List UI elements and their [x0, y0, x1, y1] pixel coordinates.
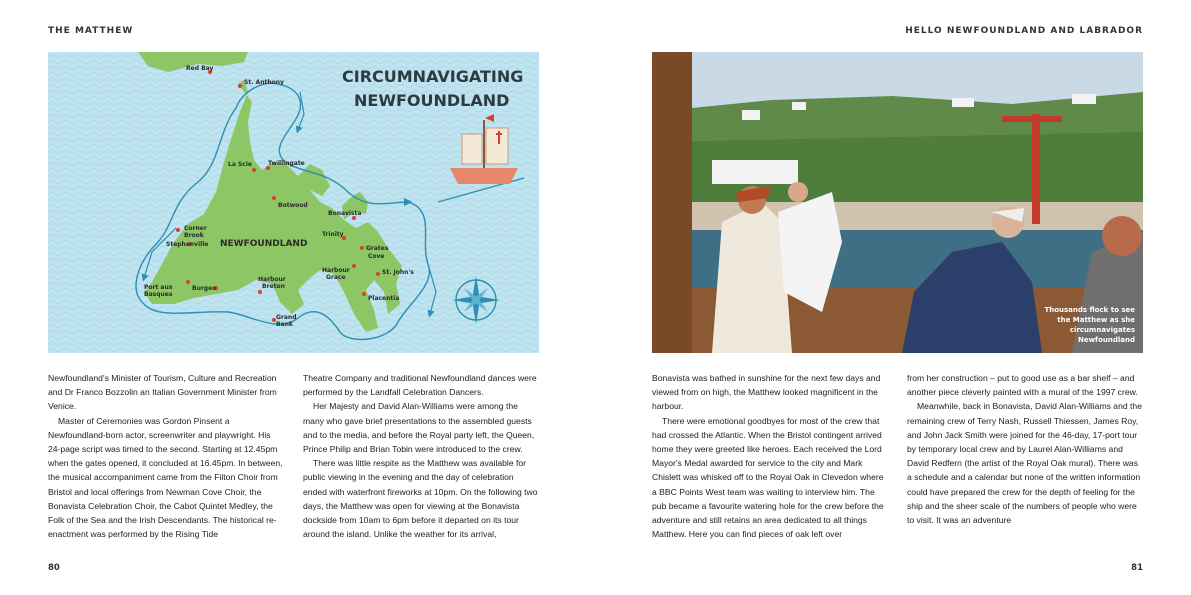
- paragraph: Theatre Company and traditional Newfoundland dances were performed by the Landfall Celebration Dancers.: [303, 373, 537, 398]
- paragraph: Her Majesty and David Alan-Williams were among the many who gave brief presentations to the assembled guests and to the media, and before the Royal party left, the Queen, Prince Philip and Brian Tobin were introduced to the crew.: [303, 401, 535, 455]
- text-column-3: [652, 371, 888, 541]
- map-title-line2: NEWFOUNDLAND: [354, 91, 510, 110]
- label-port-aux-basques: Port aux: [144, 284, 173, 291]
- map-title-line1: CIRCUMNAVIGATING: [342, 67, 524, 86]
- svg-text:Grace: Grace: [326, 274, 346, 281]
- svg-text:Breton: Breton: [262, 283, 285, 290]
- svg-text:Basques: Basques: [144, 291, 173, 298]
- paragraph: There were emotional goodbyes for most of the crew that had crossed the Atlantic. When the Bristol contingent arrived home they were greeted like heroes. Each received the Lord Mayor's Medal awarded for service to the city and Mark Chislett was whisked off to the Royal Oak in Clevedon where a BBC Points West team was waiting to interview him. The pub became a favourite watering hole for the crew before the adventure and still retains an area dedicated to all things Matthew. Here you can find pieces of oak left over: [652, 415, 884, 540]
- running-head-right: HELLO NEWFOUNDLAND AND LABRADOR: [905, 26, 1143, 36]
- label-bonavista: Bonavista: [328, 210, 362, 217]
- label-corner-brook: Corner: [184, 225, 207, 232]
- label-la-scie: La Scie: [228, 161, 252, 168]
- text-column-4: [907, 371, 1143, 527]
- label-stephenville: Stephenville: [166, 241, 209, 248]
- svg-text:Brook: Brook: [184, 232, 204, 239]
- page-number-left: 80: [48, 563, 60, 573]
- svg-text:Bank: Bank: [276, 321, 293, 328]
- text-column-2: [303, 371, 539, 541]
- text-column-1: [48, 371, 284, 541]
- label-newfoundland: NEWFOUNDLAND: [220, 239, 308, 249]
- label-grand-bank: Grand: [276, 314, 297, 321]
- label-trinity: Trinity: [322, 231, 344, 238]
- paragraph: There was little respite as the Matthew was available for public viewing in the evening and the day of celebration ended with waterfront fireworks at 10pm. On the following two days, the Matthew was open for viewing at the Bonavista dockside from 10am to 6pm before it departed on its tour around the island. Unlike the weather for its arrival,: [303, 458, 538, 540]
- label-st-anthony: St. Anthony: [244, 79, 284, 86]
- running-head-left: THE MATTHEW: [48, 26, 134, 36]
- label-grates-cove: Grates: [366, 245, 389, 252]
- paragraph: Newfoundland's Minister of Tourism, Culture and Recreation and Dr Franco Bozzolin an Italian Government Minister from Venice.: [48, 373, 277, 412]
- label-harbour-grace: Harbour: [322, 267, 350, 274]
- label-harbour-breton: Harbour: [258, 276, 286, 283]
- label-botwood: Botwood: [278, 202, 308, 209]
- label-burgeo: Burgeo: [192, 285, 217, 292]
- paragraph: from her construction – put to good use as a bar shelf – and another piece cleverly painted with a mural of the 1997 crew.: [907, 373, 1138, 398]
- paragraph: Bonavista was bathed in sunshine for the next few days and viewed from on high, the Matthew looked magnificent in the harbour.: [652, 373, 881, 412]
- label-twillingate: Twillingate: [268, 160, 305, 167]
- photo-caption: Thousands flock to see the Matthew as she circumnavigates Newfoundland: [1044, 306, 1135, 344]
- svg-text:Cove: Cove: [368, 253, 385, 260]
- newfoundland-map: [48, 52, 539, 353]
- harbour-photo: [652, 52, 1143, 353]
- page-number-right: 81: [1131, 563, 1143, 573]
- label-placentia: Placentia: [368, 295, 400, 302]
- paragraph: Master of Ceremonies was Gordon Pinsent a Newfoundland-born actor, screenwriter and playwright. His 24-page script was timed to the second. Starting at 12.45pm when the gates opened, it concluded at 16.45pm. In between, the musical accompaniment came from the Filton Choir from Bristol and local offerings from Newman Cove Choir, the Bonavista Celebration Choir, the Cabot Quintet Medley, the Folk of the Sea and the Irish Descendants. The historical re-enactment was performed by the Rising Tide: [48, 415, 283, 540]
- paragraph: Meanwhile, back in Bonavista, David Alan-Williams and the remaining crew of Terry Nash, Russell Thiessen, James Roy, and John Jack Smith were joined for the 46-day, 17-port tour by temporary local crew and by Laurel Alan-Williams and David Redfern (the artist of the Royal Oak mural). There was a schedule and a calendar but none of the written information could have prepared the crew for the depth of feeling for the ship and the sheer scale of the numbers of people who were to visit. It was an adventure: [907, 401, 1142, 526]
- label-st-johns: St. John's: [382, 269, 414, 276]
- label-red-bay: Red Bay: [186, 65, 214, 72]
